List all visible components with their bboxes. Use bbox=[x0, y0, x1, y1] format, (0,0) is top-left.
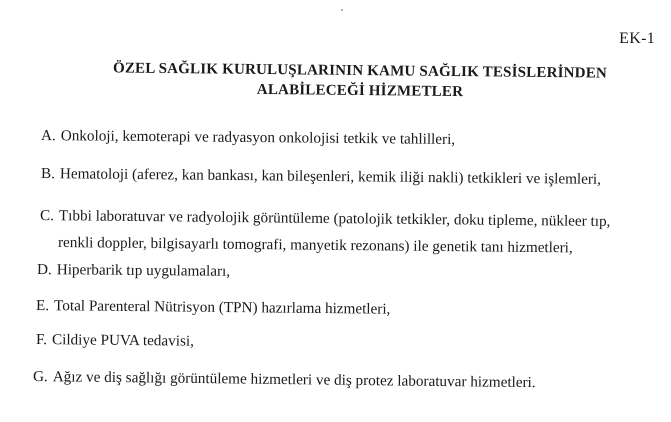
list-item-c bbox=[40, 207, 611, 231]
item-letter: G. bbox=[32, 368, 48, 386]
list-item-c-continuation bbox=[58, 234, 573, 257]
item-text: Onkoloji, kemoterapi ve radyasyon onkolojisi tetkik ve tahlilleri, bbox=[60, 127, 456, 148]
list-item-d bbox=[37, 261, 230, 281]
item-text: Hiperbarik tıp uygulamaları, bbox=[56, 261, 231, 280]
item-letter: A. bbox=[40, 127, 56, 145]
list-item-g bbox=[33, 368, 536, 392]
list-item-f bbox=[36, 331, 194, 351]
item-letter: C. bbox=[39, 207, 55, 225]
item-text: Cildiye PUVA tedavisi, bbox=[51, 331, 195, 350]
scan-speck bbox=[341, 9, 343, 11]
item-text: Hematoloji (aferez, kan bankası, kan bileşenleri, kemik iliği nakli) tetkikleri ve işlemleri, bbox=[59, 165, 602, 188]
item-letter: B. bbox=[40, 165, 56, 183]
item-text: renkli doppler, bilgisayarlı tomografi, manyetik rezonans) ile genetik tanı hizmetleri, bbox=[57, 234, 573, 257]
item-text: Ağız ve diş sağlığı görüntüleme hizmetleri ve diş protez laboratuvar hizmetleri. bbox=[52, 368, 536, 392]
document-title-line-2: ALABİLECEĞİ HİZMETLER bbox=[256, 81, 464, 101]
item-text: Tıbbi laboratuvar ve radyolojik görüntüleme (patolojik tetkikler, doku tipleme, nükleer tıp, bbox=[58, 207, 611, 230]
list-item-a bbox=[41, 127, 455, 149]
item-letter: F. bbox=[35, 331, 48, 349]
item-text: Total Parenteral Nütrisyon (TPN) hazırlama hizmetleri, bbox=[53, 297, 391, 318]
list-item-e bbox=[36, 297, 391, 319]
document-title-line-1: ÖZEL SAĞLIK KURULUŞLARININ KAMU SAĞLIK TESİSLERİNDEN bbox=[112, 60, 608, 82]
item-letter: D. bbox=[36, 261, 52, 279]
item-letter: E. bbox=[35, 297, 50, 315]
annex-label: EK-1 bbox=[619, 30, 655, 47]
list-item-b bbox=[41, 165, 601, 189]
